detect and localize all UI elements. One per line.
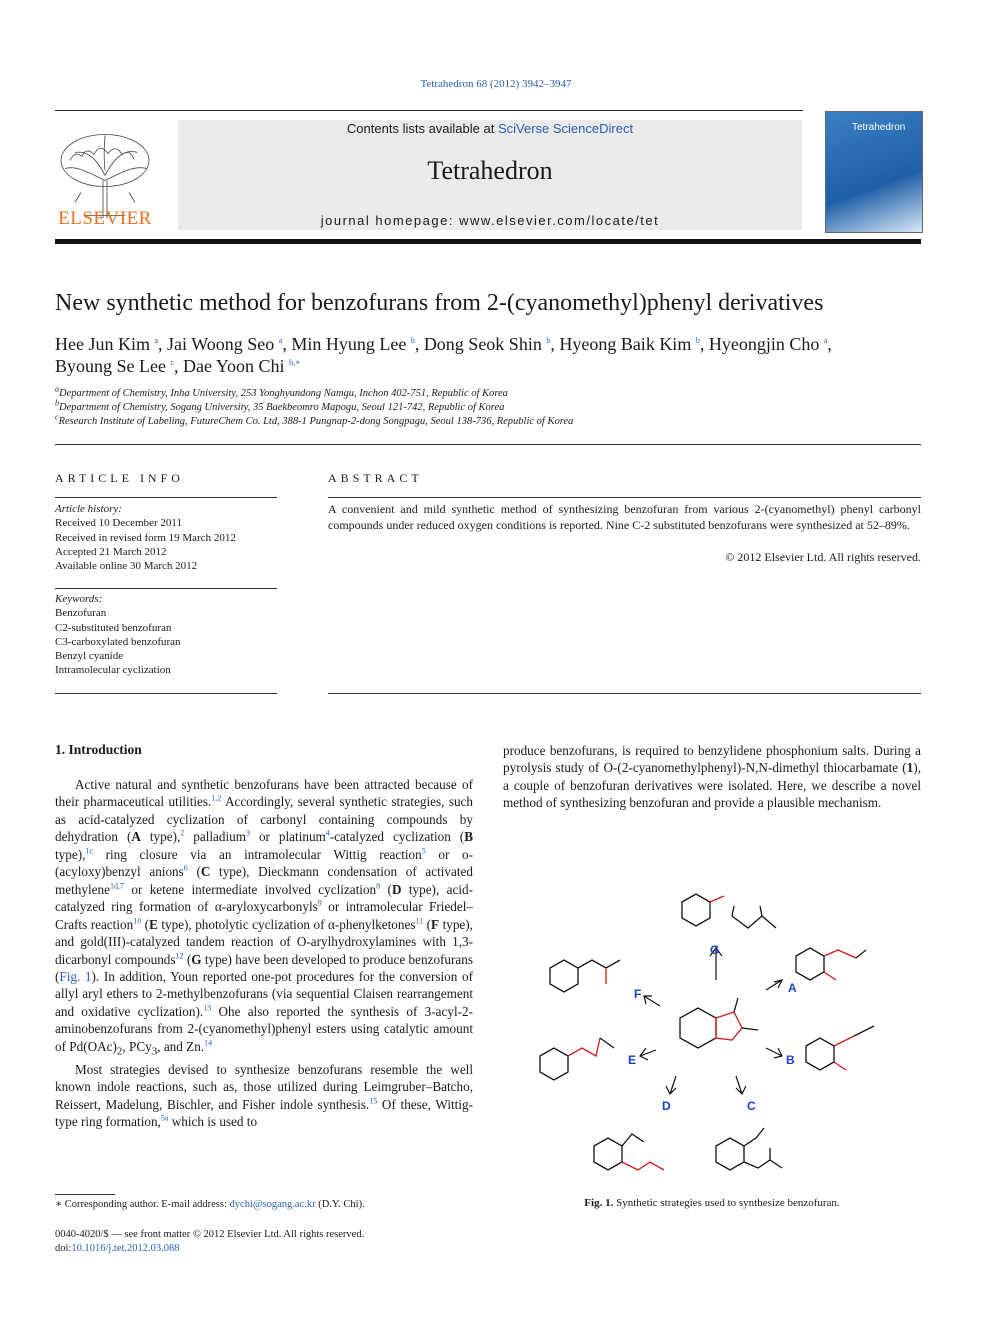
cover-title: Tetrahedron	[852, 122, 906, 133]
figure-1-caption: Fig. 1. Synthetic strategies used to synthesize benzofuran.	[584, 1197, 840, 1209]
ref-link[interactable]: 8	[376, 881, 381, 891]
ref-link[interactable]: 12	[175, 951, 184, 961]
abstract-rule	[328, 497, 921, 498]
article-history: Article history: Received 10 December 2011 Received in revised form 19 March 2012 Accepted 21 March 2012 Available online 30 March 2012	[55, 503, 236, 573]
strategy-label-g: G	[710, 943, 720, 957]
strategy-label-e: E	[628, 1053, 637, 1067]
abstract-heading: ABSTRACT	[328, 471, 423, 485]
contents-line: Contents lists available at SciVerse ScienceDirect	[346, 121, 634, 136]
corresponding-author-footnote: ∗ Corresponding author. E-mail address: dychi@sogang.ac.kr (D.Y. Chi).	[55, 1199, 365, 1210]
strategy-label-f: F	[634, 987, 642, 1001]
figure-1-scheme	[520, 880, 920, 1185]
keywords-list: Keywords: Benzofuran C2-substituted benzofuran C3-carboxylated benzofuran Benzyl cyanide Intramolecular cyclization	[55, 593, 181, 677]
strategy-label-b: B	[786, 1053, 795, 1067]
author-email-link[interactable]: dychi@sogang.ac.kr	[229, 1199, 316, 1210]
strategy-label-a: A	[788, 981, 797, 995]
ref-link[interactable]: 2	[180, 828, 185, 838]
ref-link[interactable]: 6	[183, 863, 188, 873]
ref-link[interactable]: 10	[133, 916, 142, 926]
homepage-link[interactable]: www.elsevier.com/locate/tet	[459, 213, 660, 228]
article-info-rule	[55, 497, 277, 498]
ref-link[interactable]: 1,2	[211, 794, 222, 804]
ref-link[interactable]: 4	[325, 828, 330, 838]
corresponding-author-mark[interactable]: b,∗	[289, 358, 301, 367]
ref-link[interactable]: 11	[415, 916, 424, 926]
ref-link[interactable]: 3	[245, 828, 250, 838]
strategy-label-d: D	[662, 1099, 671, 1113]
introduction-heading: 1. Introduction	[55, 742, 142, 757]
introduction-right-column: produce benzofurans, is required to benzylidene phosphonium salts. During a pyrolysis study of O-(2-cyanomethylphenyl)-N,N-dimethyl thiocarbamate (1), a couple of benzofuran derivatives were isolated. Here, we describe a novel method of synthesizing benzofuran and provide a plausible mechanism.	[503, 743, 921, 811]
issn-line: 0040-4020/$ — see front matter © 2012 Elsevier Ltd. All rights reserved.	[55, 1229, 365, 1240]
info-bottom-rule	[55, 693, 277, 694]
ref-link[interactable]: 1d,7	[109, 881, 124, 891]
abstract-copyright: © 2012 Elsevier Ltd. All rights reserved.	[725, 550, 921, 564]
ref-link[interactable]: 14	[204, 1038, 213, 1048]
header-thick-rule	[55, 239, 921, 244]
paper-title: New synthetic method for benzofurans from 2-(cyanomethyl)phenyl derivatives	[55, 290, 824, 316]
ref-link[interactable]: 1c	[85, 846, 93, 856]
ref-link[interactable]: 9	[317, 898, 322, 908]
affiliation-a: $^a$Department of Chemistry, Inha University, 253 Yonghyundong Namgu, Inchon 402-751, Republic of Korea	[55, 384, 508, 399]
figure-link[interactable]: Fig. 1	[59, 968, 92, 984]
footnote-rule	[55, 1194, 115, 1195]
article-info-heading: ARTICLE INFO	[55, 471, 184, 485]
introduction-left-column: Active natural and synthetic benzofurans have been attracted because of their pharmaceutical utilities.$^{1,2}$ Accordingly, several synthetic strategies, such as acid-catalyzed cyclization of carbonyl containing compounds by dehydration (A type),$^2$ palladium$^3$ or platinum$^4$-catalyzed cyclization (B type),$^{1c}$ ring closure via an intramolecular Wittig reaction$^5$ or o-(acyloxy)benzyl anions$^6$ (C type), Dieckmann condensation of activated methylene$^{1d,7}$ or ketene intermediate involved cyclization$^8$ (D type), acid-catalyzed ring formation of α-aryloxycarbonyls$^9$ or intramolecular Friedel–Crafts reaction$^{10}$ (E type), photolytic cyclization of α-phenylketones$^{11}$ (F type), and gold(III)-catalyzed tandem reaction of O-arylhydroxylamines with 1,3-dicarbonyl compounds$^{12}$ (G type) have been developed to produce benzofurans (Fig. 1). In addition, Youn reported one-pot procedures for the conversion of allyl aryl ethers to 2-methylbenzofurans (via sequential Claisen rearrangement and oxidative cyclization).$^{13}$ Ohe also reported the synthesis of 3-acyl-2-aminobenzofurans from 2-(cyanomethyl)phenyl esters using catalytic amount of $Pd(OAc)_2$, PCy$_3$, and Zn.$^{14}$ Most strategies devised to synthesize benzofurans resemble the well known indole reactions, such as, those utilized during Leimgruber–Batcho, Reissert, Madelung, Bischler, and Fisher indole synthesis.$^{15}$ Of these, Wittig-type ring formation,$^{5a}$ which is used to	[55, 777, 474, 1130]
affiliation-c: $^c$Research Institute of Labeling, FutureChem Co. Ltd, 388-1 Pungnap-2-dong Songpagu, Seoul 138-736, Republic of Korea	[55, 412, 574, 427]
abstract-text: A convenient and mild synthetic method of synthesizing benzofuran from various 2-(cyanomethyl) phenyl carbonyl compounds under reduced oxygen conditions is reported. Nine C-2 substituted benzofurans were synthesized at 52–89%.	[328, 502, 921, 533]
header-rule	[55, 110, 803, 111]
doi-link[interactable]: 10.1016/j.tet.2012.03.088	[71, 1243, 180, 1254]
keywords-rule	[55, 588, 277, 589]
publisher-logo-text: ELSEVIER	[58, 208, 152, 229]
ref-link[interactable]: 5	[421, 846, 426, 856]
author-list: Hee Jun Kim $^a$, Jai Woong Seo $^a$, Min Hyung Lee $^b$, Dong Seok Shin $^b$, Hyeong Baik Kim $^b$, Hyeongjin Cho $^a$, Byoung Se Lee $^c$, Dae Yoon Chi $^{b,∗}$	[55, 334, 832, 376]
ref-link[interactable]: 13	[203, 1003, 212, 1013]
journal-title: Tetrahedron	[427, 156, 553, 185]
abstract-bottom-rule	[328, 693, 921, 694]
journal-reference[interactable]: Tetrahedron 68 (2012) 3942–3947	[420, 78, 572, 90]
ref-link[interactable]: 5a	[160, 1113, 169, 1123]
affiliation-b: $^b$Department of Chemistry, Sogang University, 35 Baekbeomro Mapogu, Seoul 121-742, Republic of Korea	[55, 398, 505, 413]
strategy-label-c: C	[747, 1099, 756, 1113]
doi-line: doi:10.1016/j.tet.2012.03.088	[55, 1243, 180, 1254]
sciencedirect-link[interactable]: SciVerse ScienceDirect	[497, 121, 634, 136]
ref-link[interactable]: 15	[369, 1096, 378, 1106]
journal-homepage: journal homepage: www.elsevier.com/locate/tet	[320, 213, 660, 228]
affiliation-rule	[55, 444, 921, 445]
